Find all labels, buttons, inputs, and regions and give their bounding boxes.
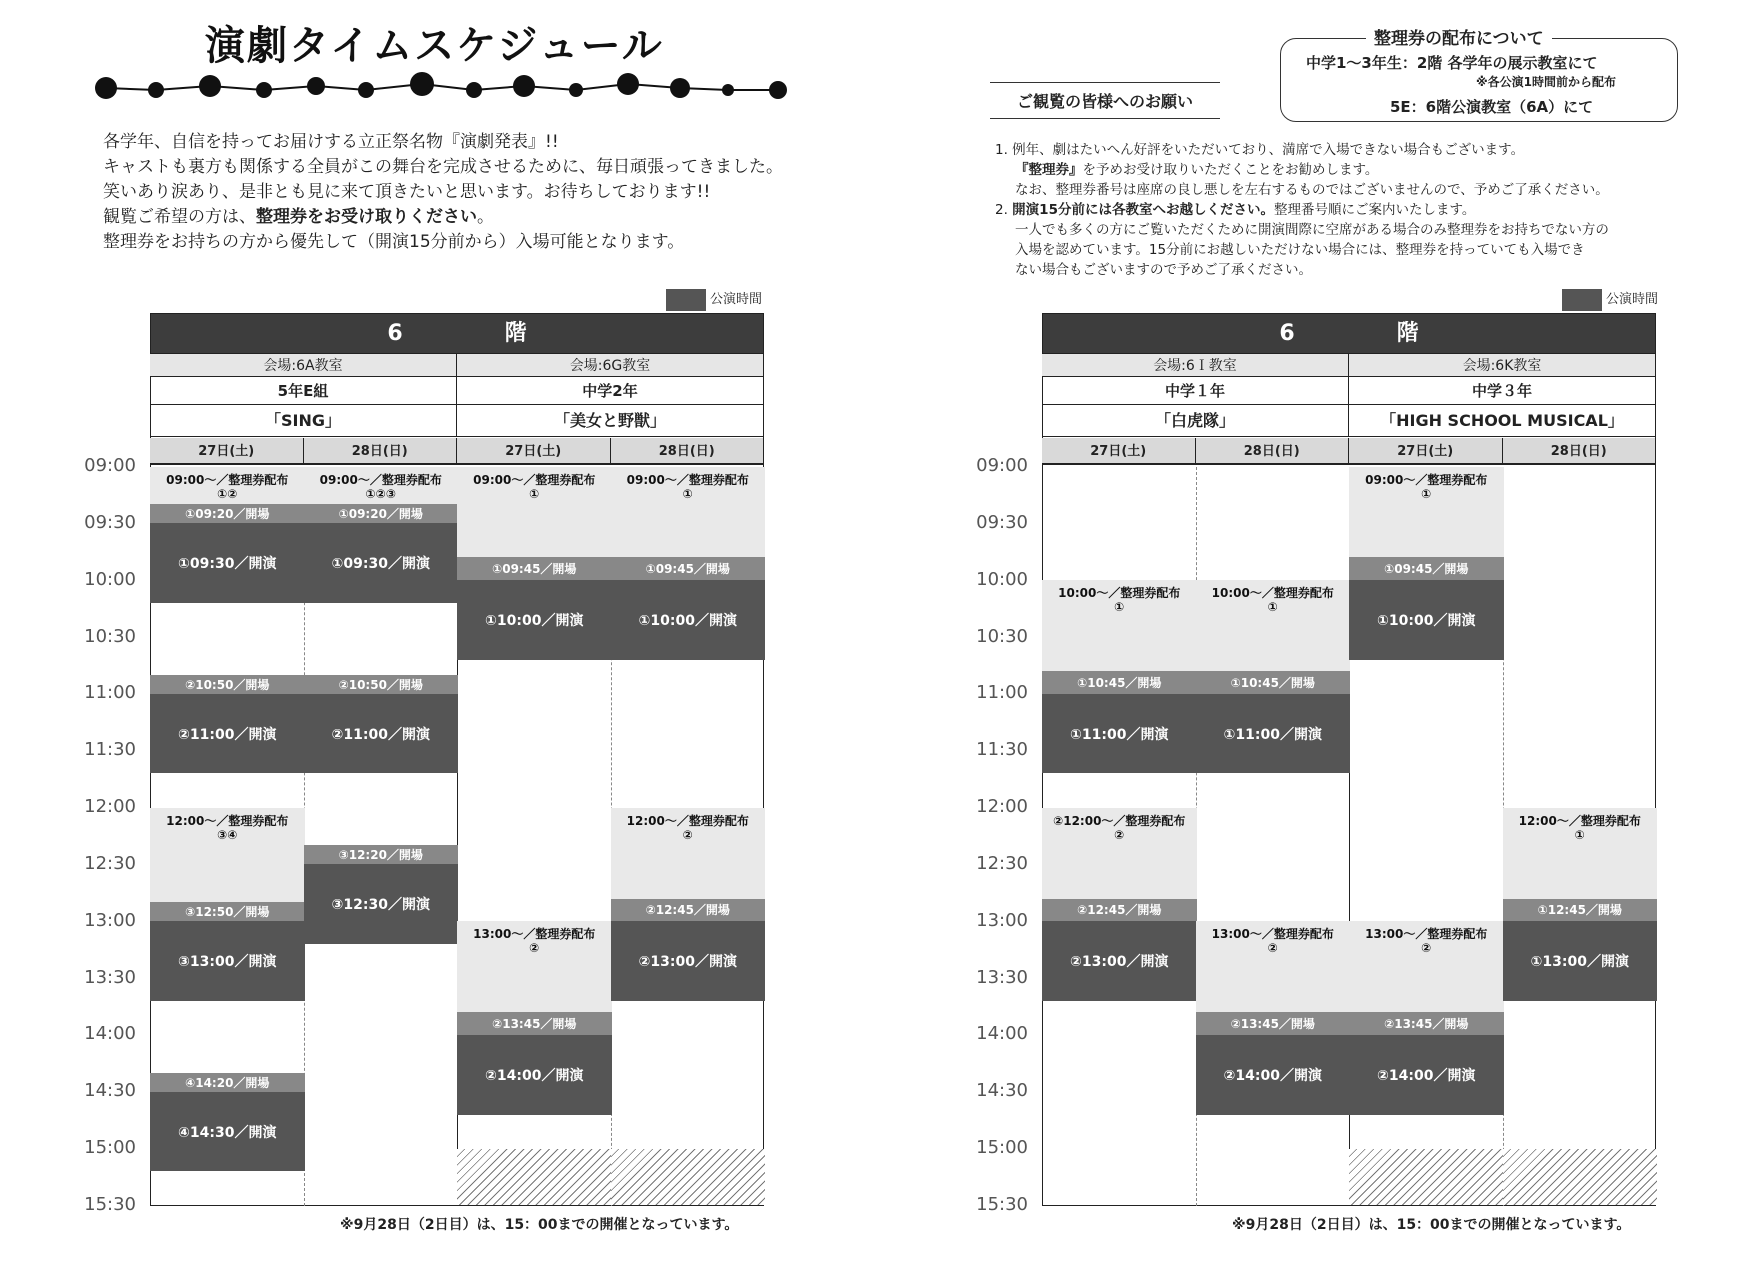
closed-hatch-block <box>1503 1149 1658 1206</box>
note-1b-bold: 『整理券』 <box>1015 162 1083 178</box>
event-text: 10:00～／整理券配布 <box>1058 586 1181 601</box>
legend-label: 公演時間 <box>1606 292 1659 307</box>
event-text: 09:00～／整理券配布 <box>166 472 289 487</box>
note-2-prefix: 2. <box>995 202 1013 218</box>
event-ticket-numbers: ① <box>682 486 693 501</box>
event-ticket-numbers: ① <box>1421 486 1432 501</box>
notes <box>995 140 1609 280</box>
event-text: ③13:00／開演 <box>178 954 277 971</box>
time-tick-label: 09:00 <box>84 455 136 476</box>
event-text: 10:00～／整理券配布 <box>1211 586 1334 601</box>
event-ticket-numbers: ② <box>1114 827 1125 842</box>
event-ticket-numbers: ② <box>682 827 693 842</box>
event-text: ①09:20／開場 <box>185 507 270 522</box>
event-ticket-numbers: ② <box>1267 941 1278 956</box>
event-text: ③12:30／開演 <box>331 897 430 914</box>
closed-hatch-block <box>611 1149 766 1206</box>
event-text: 12:00～／整理券配布 <box>1518 813 1641 828</box>
time-tick-label: 09:30 <box>84 511 136 533</box>
note-2b: 一人でも多くの方にご覧いただくために開演間際に空席がある場合のみ整理券をお持ちでない方の <box>1015 222 1609 238</box>
time-tick-label: 09:30 <box>976 511 1028 533</box>
doors-open-block <box>304 845 459 864</box>
distribution-title: 整理券の配布について <box>1366 24 1552 49</box>
play-title: 「白虎隊」 <box>1042 405 1349 437</box>
performance-block <box>1349 580 1504 660</box>
performance-block <box>1196 694 1351 774</box>
performance-block <box>150 523 305 603</box>
event-text: 09:00～／整理券配布 <box>473 472 596 487</box>
event-text: ②10:50／開場 <box>185 677 270 692</box>
grade-label: 中学2年 <box>457 377 764 405</box>
day-header: 27日(土) <box>1042 438 1196 465</box>
venue-label: 会場:6Ｉ教室 <box>1042 353 1349 377</box>
play-title: 「HIGH SCHOOL MUSICAL」 <box>1349 405 1656 437</box>
ticket-distribution-block <box>611 808 766 899</box>
event-ticket-numbers: ①② <box>217 486 238 501</box>
floor-header: 6 階 <box>151 314 763 353</box>
doors-open-block <box>1042 899 1197 922</box>
doors-open-block <box>150 902 305 921</box>
doors-open-block <box>1196 1012 1351 1035</box>
request-heading: ご観覧の皆様へのお願い <box>990 82 1220 119</box>
event-text: ①11:00／開演 <box>1223 726 1322 743</box>
event-ticket-numbers: ③④ <box>217 827 238 842</box>
performance-block <box>1042 694 1197 774</box>
event-text: ④14:20／開場 <box>185 1075 270 1090</box>
note-1b <box>995 160 1609 180</box>
ticket-distribution-block <box>611 467 766 558</box>
day-header: 27日(土) <box>150 438 304 465</box>
time-tick-label: 11:00 <box>84 682 136 704</box>
day-header: 28日(日) <box>1503 438 1657 465</box>
closed-hatch-block <box>1349 1149 1504 1206</box>
footnote-left: ※9月28日（2日目）は、15：00までの開催となっています。 <box>340 1217 739 1233</box>
performance-block <box>457 1035 612 1115</box>
day-header: 27日(土) <box>1349 438 1503 465</box>
event-text: 09:00～／整理券配布 <box>1365 472 1488 487</box>
time-tick-label: 12:00 <box>976 796 1028 818</box>
event-ticket-numbers: ① <box>529 486 540 501</box>
event-text: ②12:00～／整理券配布 <box>1053 813 1186 828</box>
title-dots-decoration <box>92 68 792 108</box>
time-tick-label: 11:30 <box>84 739 136 761</box>
doors-open-block <box>150 1073 305 1092</box>
legend-label: 公演時間 <box>710 292 763 307</box>
doors-open-block <box>1196 671 1351 694</box>
event-text: ①10:00／開演 <box>1377 612 1476 629</box>
time-tick-label: 12:30 <box>976 852 1028 874</box>
ticket-distribution-block <box>304 467 459 505</box>
distribution-note: ※各公演1時間前から配布 <box>1476 75 1617 89</box>
day-header: 28日(日) <box>1196 438 1350 465</box>
time-tick-label: 10:00 <box>976 568 1028 590</box>
legend-swatch <box>666 289 706 311</box>
doors-open-block <box>150 675 305 694</box>
intro-line-4-bold: 整理券をお受け取りください <box>256 207 477 227</box>
event-text: ①09:30／開演 <box>178 556 277 573</box>
performance-block <box>150 1092 305 1172</box>
doors-open-block <box>1503 899 1658 922</box>
doors-open-block <box>611 557 766 580</box>
intro-line-3: 笑いあり涙あり、是非とも見に来て頂きたいと思います。お待ちしております!! <box>103 182 711 202</box>
grade-label: 中学３年 <box>1349 377 1656 405</box>
intro-line-2: キャストも裏方も関係する全員がこの舞台を完成させるために、毎日頑張ってきました。 <box>103 157 783 177</box>
event-text: ①10:45／開場 <box>1230 676 1315 690</box>
performance-block <box>1196 1035 1351 1115</box>
doors-open-block <box>611 899 766 922</box>
time-tick-label: 14:30 <box>976 1080 1028 1102</box>
event-text: 12:00～／整理券配布 <box>626 813 749 828</box>
legend-left <box>666 288 762 311</box>
time-tick-label: 13:30 <box>84 966 136 988</box>
performance-block <box>611 580 766 660</box>
event-text: ②11:00／開演 <box>178 726 277 743</box>
event-text: ①09:45／開場 <box>1384 562 1469 577</box>
note-2d: ない場合もございますので予めご了承ください。 <box>1015 262 1312 278</box>
legend-swatch <box>1562 289 1602 311</box>
time-tick-label: 10:00 <box>84 568 136 590</box>
event-text: ②10:50／開場 <box>338 677 423 692</box>
event-text: 13:00～／整理券配布 <box>1365 927 1488 942</box>
event-text: ①10:00／開演 <box>638 612 737 629</box>
ticket-distribution-block <box>1042 808 1197 899</box>
event-text: ②12:45／開場 <box>645 903 730 918</box>
event-text: 13:00～／整理券配布 <box>1211 927 1334 942</box>
event-ticket-numbers: ① <box>1114 600 1125 615</box>
time-tick-label: 14:00 <box>976 1023 1028 1045</box>
schedule-grid <box>1042 313 1656 1206</box>
time-tick-label: 10:30 <box>976 625 1028 647</box>
event-text: ①09:45／開場 <box>492 562 577 577</box>
performance-block <box>1042 921 1197 1001</box>
play-title: 「美女と野獣」 <box>457 405 764 437</box>
page-title: 演劇タイムスケジュール <box>205 23 664 69</box>
event-text: ①09:20／開場 <box>338 507 423 522</box>
grade-label: 中学１年 <box>1042 377 1349 405</box>
doors-open-block <box>304 675 459 694</box>
event-text: ①09:30／開演 <box>331 556 430 573</box>
time-tick-label: 14:00 <box>84 1023 136 1045</box>
intro-line-4-a: 観覧ご希望の方は、 <box>103 207 256 227</box>
event-text: ②13:45／開場 <box>492 1017 577 1032</box>
event-text: ②13:00／開演 <box>638 954 737 971</box>
grade-label: 5年E組 <box>150 377 457 405</box>
floor-header: 6 階 <box>1043 314 1655 353</box>
performance-block <box>1503 921 1658 1001</box>
intro-line-4 <box>103 205 783 230</box>
day-header: 27日(土) <box>457 438 611 465</box>
play-title: 「SING」 <box>150 405 457 437</box>
venue-label: 会場:6A教室 <box>150 353 457 377</box>
ticket-distribution-block <box>1349 467 1504 558</box>
event-text: ②13:45／開場 <box>1384 1017 1469 1032</box>
time-tick-label: 15:30 <box>976 1194 1028 1215</box>
venue-label: 会場:6G教室 <box>457 353 764 377</box>
note-2-bold: 開演15分前には各教室へお越しください。 <box>1012 202 1274 218</box>
event-ticket-numbers: ① <box>1267 600 1278 615</box>
intro-line-4-c: 。 <box>477 207 494 227</box>
event-text: ②14:00／開演 <box>1377 1067 1476 1084</box>
event-ticket-numbers: ① <box>1574 827 1585 842</box>
distribution-line-1: 中学1〜3年生：2階 各学年の展示教室にて <box>1306 54 1598 72</box>
event-ticket-numbers: ② <box>529 941 540 956</box>
event-text: ③12:50／開場 <box>185 905 270 920</box>
event-ticket-numbers: ② <box>1421 941 1432 956</box>
performance-block <box>611 921 766 1001</box>
time-tick-label: 15:30 <box>84 1194 136 1215</box>
event-text: 09:00～／整理券配布 <box>319 472 442 487</box>
time-tick-label: 11:30 <box>976 739 1028 761</box>
ticket-distribution-block <box>1196 921 1351 1012</box>
event-text: ④14:30／開演 <box>178 1124 277 1141</box>
ticket-distribution-block <box>150 808 305 903</box>
note-2a <box>995 200 1609 220</box>
event-text: 12:00～／整理券配布 <box>166 813 289 828</box>
performance-block <box>150 921 305 1001</box>
note-1c: なお、整理券番号は座席の良し悪しを左右するものではございませんので、予めご了承ください。 <box>1015 182 1609 198</box>
time-tick-label: 12:30 <box>84 852 136 874</box>
time-tick-label: 13:30 <box>976 966 1028 988</box>
performance-block <box>1349 1035 1504 1115</box>
note-1b-rest: を予めお受け取りいただくことをお勧めします。 <box>1082 162 1379 178</box>
legend-right <box>1562 288 1658 311</box>
time-tick-label: 09:00 <box>976 455 1028 476</box>
event-text: ①13:00／開演 <box>1530 954 1629 971</box>
event-text: 09:00～／整理券配布 <box>626 472 749 487</box>
event-text: ②11:00／開演 <box>331 726 430 743</box>
ticket-distribution-block <box>457 467 612 558</box>
performance-block <box>304 864 459 944</box>
event-text: ①09:45／開場 <box>645 562 730 577</box>
note-2c: 入場を認めています。15分前にお越しいただけない場合には、整理券を持っていても入場でき <box>1015 242 1585 258</box>
performance-block <box>304 694 459 774</box>
event-text: ①10:45／開場 <box>1077 676 1162 690</box>
intro-line-1: 各学年、自信を持ってお届けする立正祭名物『演劇発表』!! <box>103 132 559 152</box>
distribution-line-2: 5E：6階公演教室（6A）にて <box>1390 98 1594 116</box>
time-tick-label: 10:30 <box>84 625 136 647</box>
day-header: 28日(日) <box>304 438 458 465</box>
doors-open-block <box>1349 1012 1504 1035</box>
intro-line-5: 整理券をお持ちの方から優先して（開演15分前から）入場可能となります。 <box>103 232 685 252</box>
event-text: ③12:20／開場 <box>338 848 423 863</box>
doors-open-block <box>1042 671 1197 694</box>
intro-text <box>103 130 783 255</box>
event-text: ②13:00／開演 <box>1070 954 1169 971</box>
performance-block <box>150 694 305 774</box>
note-1a: 1. 例年、劇はたいへん好評をいただいており、満席で入場できない場合もございます。 <box>995 142 1525 158</box>
ticket-distribution-block <box>1042 580 1197 671</box>
event-text: ①12:45／開場 <box>1537 903 1622 918</box>
event-text: ②13:45／開場 <box>1230 1017 1315 1032</box>
doors-open-block <box>304 504 459 523</box>
time-tick-label: 11:00 <box>976 682 1028 704</box>
ticket-distribution-block <box>457 921 612 1012</box>
event-text: ①11:00／開演 <box>1070 726 1169 743</box>
event-ticket-numbers: ①②③ <box>365 486 396 501</box>
time-tick-label: 13:00 <box>84 909 136 931</box>
event-text: ②14:00／開演 <box>485 1067 584 1084</box>
schedule-grid <box>150 313 764 1206</box>
doors-open-block <box>457 1012 612 1035</box>
time-tick-label: 14:30 <box>84 1080 136 1102</box>
time-tick-label: 15:00 <box>84 1137 136 1159</box>
event-text: ②12:45／開場 <box>1077 903 1162 918</box>
doors-open-block <box>150 504 305 523</box>
event-text: 13:00～／整理券配布 <box>473 927 596 942</box>
ticket-distribution-block <box>150 467 305 505</box>
ticket-distribution-block <box>1196 580 1351 671</box>
time-tick-label: 12:00 <box>84 796 136 818</box>
ticket-distribution-block <box>1503 808 1658 899</box>
doors-open-block <box>457 557 612 580</box>
closed-hatch-block <box>457 1149 612 1206</box>
venue-label: 会場:6K教室 <box>1349 353 1656 377</box>
performance-block <box>457 580 612 660</box>
doors-open-block <box>1349 557 1504 580</box>
day-header: 28日(日) <box>611 438 765 465</box>
event-text: ①10:00／開演 <box>485 612 584 629</box>
footnote-right: ※9月28日（2日目）は、15：00までの開催となっています。 <box>1232 1217 1631 1233</box>
event-text: ②14:00／開演 <box>1223 1067 1322 1084</box>
note-2a-rest: 整理番号順にご案内いたします。 <box>1273 202 1476 218</box>
performance-block <box>304 523 459 603</box>
ticket-distribution-block <box>1349 921 1504 1012</box>
time-tick-label: 13:00 <box>976 909 1028 931</box>
time-tick-label: 15:00 <box>976 1137 1028 1159</box>
